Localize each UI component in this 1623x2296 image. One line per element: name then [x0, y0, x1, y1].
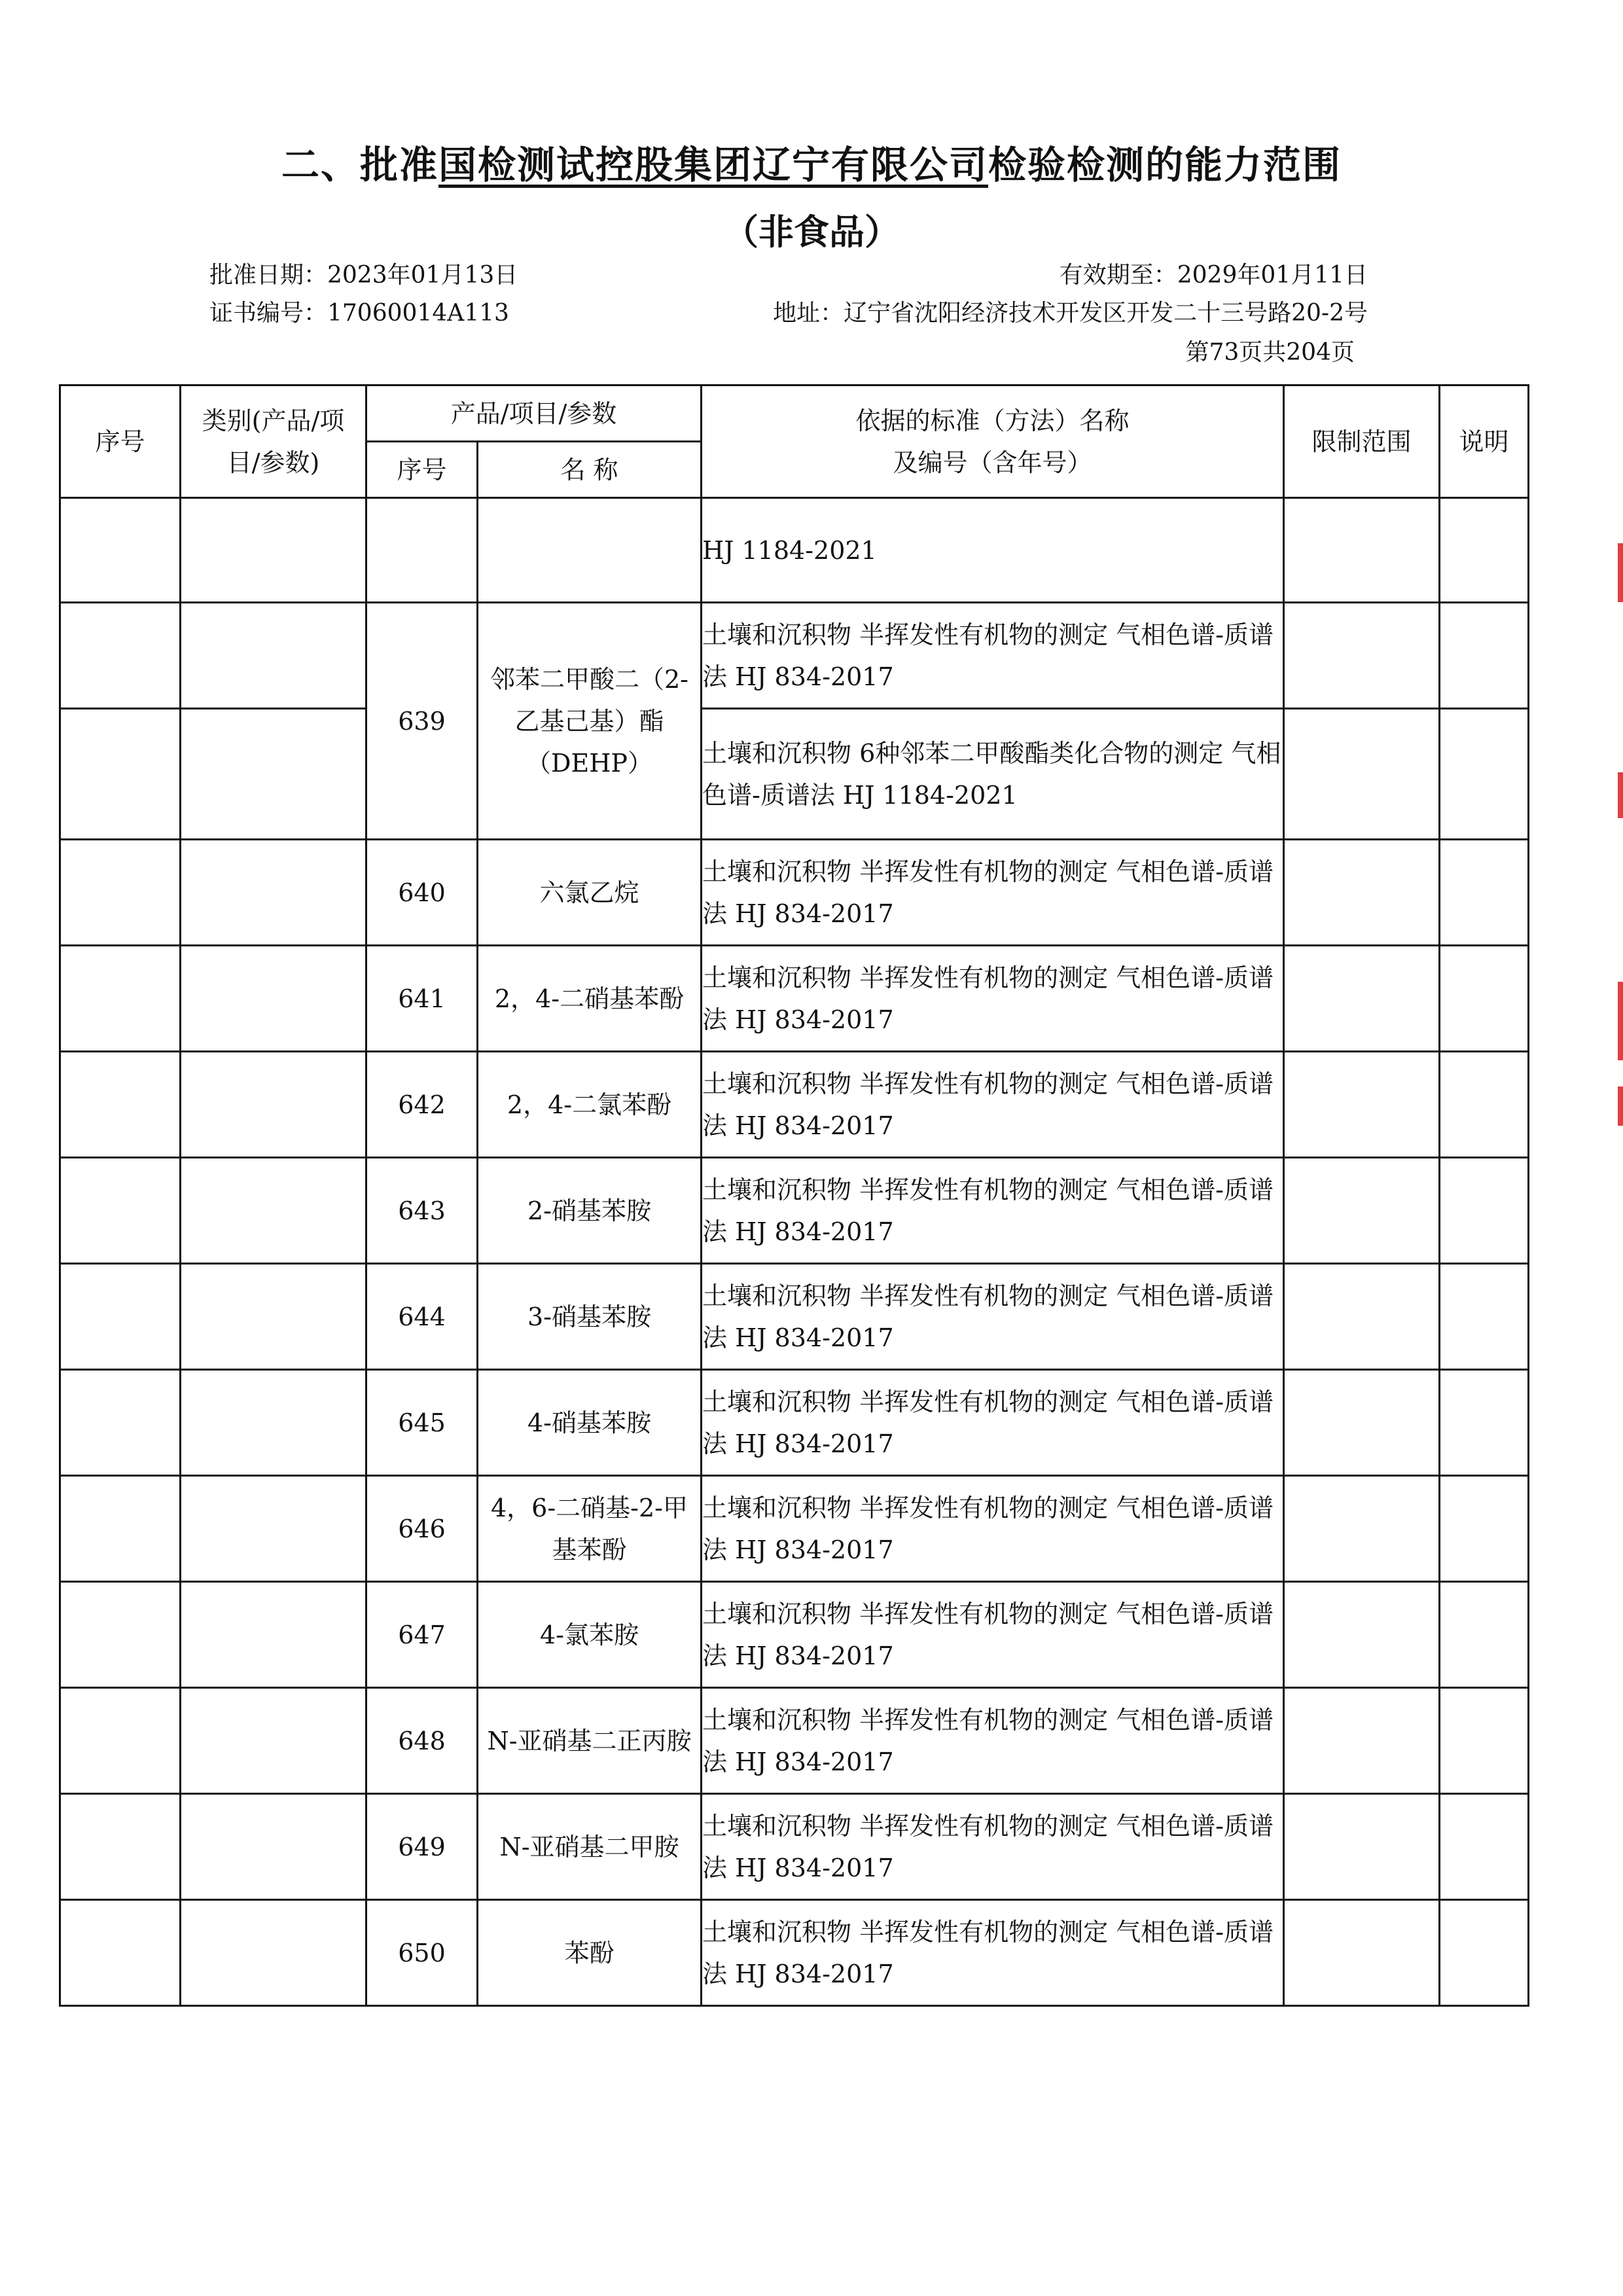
item-number: 647 [366, 1582, 478, 1688]
certificate-number: 证书编号：17060014A113 [209, 300, 509, 327]
seq-cell [60, 1900, 181, 2006]
standard-cell: HJ 1184-2021 [702, 498, 1284, 603]
item-name [478, 498, 702, 603]
category-cell [181, 1052, 366, 1158]
item-name: 3-硝基苯胺 [478, 1264, 702, 1370]
seq-cell [60, 1794, 181, 1900]
note-cell [1440, 498, 1529, 603]
item-name: 4-硝基苯胺 [478, 1370, 702, 1476]
edge-seal-mark [1618, 543, 1623, 602]
category-cell [181, 1476, 366, 1582]
limit-cell [1284, 1794, 1440, 1900]
item-name: 2，4-二氯苯酚 [478, 1052, 702, 1158]
seq-cell [60, 1158, 181, 1264]
category-cell [181, 603, 366, 709]
item-name: 六氯乙烷 [478, 840, 702, 946]
note-cell [1440, 709, 1529, 840]
header-note: 说明 [1440, 386, 1529, 498]
item-name: 苯酚 [478, 1900, 702, 2006]
page-info: 第73页共204页 [1185, 339, 1355, 366]
item-number: 648 [366, 1688, 478, 1794]
title-prefix: 二、批准 [281, 143, 438, 187]
limit-cell [1284, 709, 1440, 840]
standard-cell: 土壤和沉积物 半挥发性有机物的测定 气相色谱-质谱法 HJ 834-2017 [702, 1900, 1284, 2006]
table-row [60, 709, 1529, 840]
note-cell [1440, 1476, 1529, 1582]
item-number: 645 [366, 1370, 478, 1476]
table-row [60, 946, 1529, 1052]
category-cell [181, 1688, 366, 1794]
item-number: 641 [366, 946, 478, 1052]
category-cell [181, 946, 366, 1052]
limit-cell [1284, 1688, 1440, 1794]
page-title [0, 134, 1623, 189]
limit-cell [1284, 1370, 1440, 1476]
standard-cell: 土壤和沉积物 半挥发性有机物的测定 气相色谱-质谱法 HJ 834-2017 [702, 1476, 1284, 1582]
item-name: 4，6-二硝基-2-甲基苯酚 [478, 1476, 702, 1582]
standard-cell: 土壤和沉积物 6种邻苯二甲酸酯类化合物的测定 气相色谱-质谱法 HJ 1184-2021 [702, 709, 1284, 840]
capability-table [59, 384, 1529, 2007]
note-cell [1440, 1052, 1529, 1158]
note-cell [1440, 840, 1529, 946]
table-row [60, 1158, 1529, 1264]
header-limit: 限制范围 [1284, 386, 1440, 498]
header-product-group: 产品/项目/参数 [366, 386, 702, 442]
valid-until: 有效期至：2029年01月11日 [1059, 262, 1368, 289]
table-row [60, 1370, 1529, 1476]
limit-cell [1284, 498, 1440, 603]
standard-cell: 土壤和沉积物 半挥发性有机物的测定 气相色谱-质谱法 HJ 834-2017 [702, 946, 1284, 1052]
header-category: 类别(产品/项目/参数) [181, 386, 366, 498]
edge-seal-mark [1618, 772, 1623, 818]
title-organization: 国检测试控股集团辽宁有限公司 [438, 143, 988, 187]
item-name: 邻苯二甲酸二（2-乙基己基）酯（DEHP） [478, 603, 702, 840]
table-row [60, 1794, 1529, 1900]
note-cell [1440, 1688, 1529, 1794]
header-sub-name: 名 称 [478, 442, 702, 498]
item-name: 2，4-二硝基苯酚 [478, 946, 702, 1052]
standard-cell: 土壤和沉积物 半挥发性有机物的测定 气相色谱-质谱法 HJ 834-2017 [702, 1052, 1284, 1158]
note-cell [1440, 1264, 1529, 1370]
category-cell [181, 1582, 366, 1688]
header-sub-seq: 序号 [366, 442, 478, 498]
table-row [60, 1476, 1529, 1582]
note-cell [1440, 946, 1529, 1052]
standard-cell: 土壤和沉积物 半挥发性有机物的测定 气相色谱-质谱法 HJ 834-2017 [702, 603, 1284, 709]
standard-cell: 土壤和沉积物 半挥发性有机物的测定 气相色谱-质谱法 HJ 834-2017 [702, 1688, 1284, 1794]
item-name: N-亚硝基二正丙胺 [478, 1688, 702, 1794]
table-row [60, 1688, 1529, 1794]
limit-cell [1284, 1264, 1440, 1370]
item-number: 643 [366, 1158, 478, 1264]
standard-cell: 土壤和沉积物 半挥发性有机物的测定 气相色谱-质谱法 HJ 834-2017 [702, 1264, 1284, 1370]
category-cell [181, 498, 366, 603]
table-row [60, 1582, 1529, 1688]
limit-cell [1284, 1052, 1440, 1158]
header-standard-line2: 及编号（含年号） [893, 448, 1092, 477]
limit-cell [1284, 1476, 1440, 1582]
item-number: 639 [366, 603, 478, 840]
note-cell [1440, 1370, 1529, 1476]
seq-cell [60, 840, 181, 946]
category-cell [181, 1370, 366, 1476]
seq-cell [60, 1052, 181, 1158]
page-subtitle: （非食品） [723, 211, 900, 253]
limit-cell [1284, 1582, 1440, 1688]
note-cell [1440, 1158, 1529, 1264]
item-number [366, 498, 478, 603]
item-number: 649 [366, 1794, 478, 1900]
item-number: 642 [366, 1052, 478, 1158]
seq-cell [60, 498, 181, 603]
header-standard-line1: 依据的标准（方法）名称 [855, 406, 1130, 435]
limit-cell [1284, 1900, 1440, 2006]
edge-seal-mark [1618, 982, 1623, 1060]
standard-cell: 土壤和沉积物 半挥发性有机物的测定 气相色谱-质谱法 HJ 834-2017 [702, 1370, 1284, 1476]
item-number: 644 [366, 1264, 478, 1370]
table-row [60, 603, 1529, 709]
note-cell [1440, 1900, 1529, 2006]
limit-cell [1284, 840, 1440, 946]
item-name: 4-氯苯胺 [478, 1582, 702, 1688]
table-row [60, 1264, 1529, 1370]
standard-cell: 土壤和沉积物 半挥发性有机物的测定 气相色谱-质谱法 HJ 834-2017 [702, 840, 1284, 946]
item-name: N-亚硝基二甲胺 [478, 1794, 702, 1900]
limit-cell [1284, 946, 1440, 1052]
item-number: 650 [366, 1900, 478, 2006]
category-cell [181, 1900, 366, 2006]
approval-date: 批准日期：2023年01月13日 [209, 262, 518, 289]
seq-cell [60, 1582, 181, 1688]
header-standard [702, 386, 1284, 498]
title-suffix: 检验检测的能力范围 [988, 143, 1342, 187]
seq-cell [60, 709, 181, 840]
table-row [60, 1052, 1529, 1158]
table-row [60, 840, 1529, 946]
seq-cell [60, 603, 181, 709]
category-cell [181, 709, 366, 840]
seq-cell [60, 1688, 181, 1794]
standard-cell: 土壤和沉积物 半挥发性有机物的测定 气相色谱-质谱法 HJ 834-2017 [702, 1794, 1284, 1900]
seq-cell [60, 946, 181, 1052]
table-row [60, 1900, 1529, 2006]
item-number: 640 [366, 840, 478, 946]
category-cell [181, 1158, 366, 1264]
limit-cell [1284, 1158, 1440, 1264]
standard-cell: 土壤和沉积物 半挥发性有机物的测定 气相色谱-质谱法 HJ 834-2017 [702, 1158, 1284, 1264]
seq-cell [60, 1264, 181, 1370]
standard-cell: 土壤和沉积物 半挥发性有机物的测定 气相色谱-质谱法 HJ 834-2017 [702, 1582, 1284, 1688]
table-row [60, 498, 1529, 603]
note-cell [1440, 603, 1529, 709]
limit-cell [1284, 603, 1440, 709]
category-cell [181, 1264, 366, 1370]
category-cell [181, 840, 366, 946]
seq-cell [60, 1476, 181, 1582]
category-cell [181, 1794, 366, 1900]
note-cell [1440, 1582, 1529, 1688]
note-cell [1440, 1794, 1529, 1900]
edge-seal-mark [1618, 1086, 1623, 1126]
seq-cell [60, 1370, 181, 1476]
header-seq: 序号 [60, 386, 181, 498]
item-number: 646 [366, 1476, 478, 1582]
item-name: 2-硝基苯胺 [478, 1158, 702, 1264]
address: 地址：辽宁省沈阳经济技术开发区开发二十三号路20-2号 [773, 300, 1368, 327]
